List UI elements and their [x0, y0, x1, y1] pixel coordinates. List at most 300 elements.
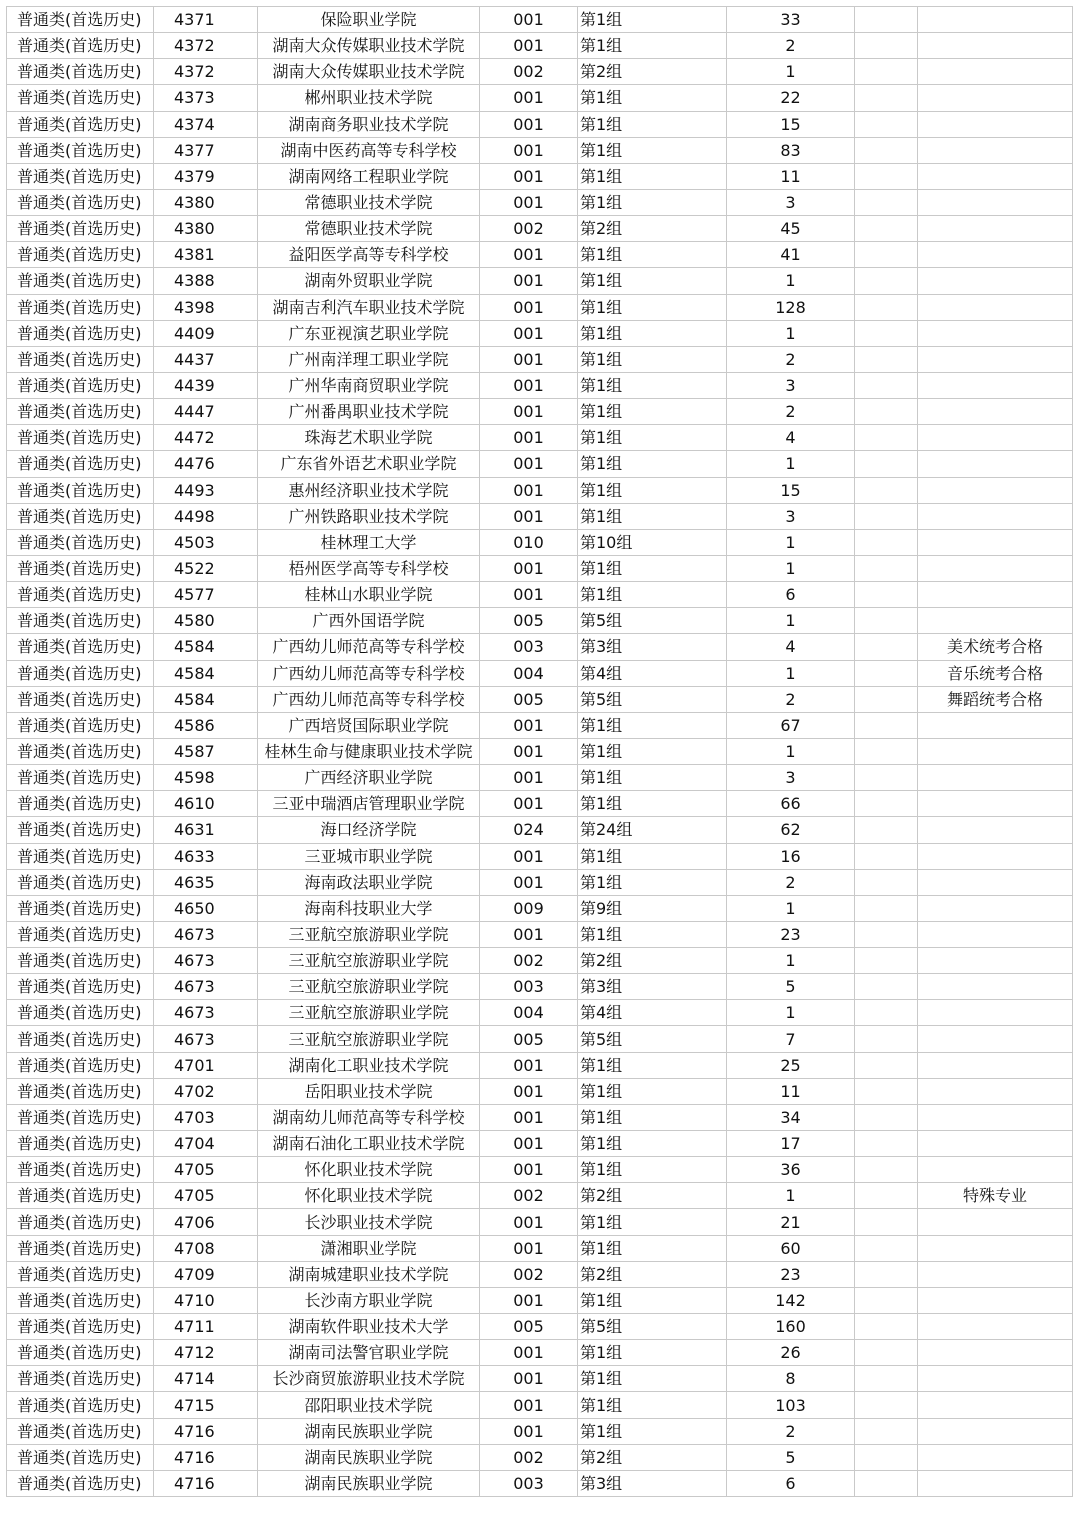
school-name-cell: 广西幼儿师范高等专科学校: [258, 686, 480, 712]
group-code-cell: 001: [480, 189, 578, 215]
school-name-cell: 桂林山水职业学院: [258, 582, 480, 608]
school-code-cell: 4711: [154, 1314, 258, 1340]
group-code-cell: 024: [480, 817, 578, 843]
remark-cell: [918, 1470, 1073, 1496]
school-name-cell: 广西幼儿师范高等专科学校: [258, 660, 480, 686]
remark-cell: [918, 372, 1073, 398]
category-cell: 普通类(首选历史): [7, 1444, 154, 1470]
category-cell: 普通类(首选历史): [7, 7, 154, 33]
empty-cell: [855, 33, 918, 59]
school-code-cell: 4705: [154, 1157, 258, 1183]
table-row: [7, 1392, 1073, 1418]
group-name-cell: 第1组: [578, 843, 727, 869]
category-cell: 普通类(首选历史): [7, 451, 154, 477]
group-name-cell: 第5组: [578, 686, 727, 712]
school-name-cell: 广州华南商贸职业学院: [258, 372, 480, 398]
plan-count-cell: 3: [727, 189, 855, 215]
school-code-cell: 4580: [154, 608, 258, 634]
category-cell: 普通类(首选历史): [7, 399, 154, 425]
empty-cell: [855, 843, 918, 869]
plan-count-cell: 60: [727, 1235, 855, 1261]
school-name-cell: 广东省外语艺术职业学院: [258, 451, 480, 477]
plan-count-cell: 11: [727, 163, 855, 189]
plan-count-cell: 15: [727, 477, 855, 503]
plan-count-cell: 41: [727, 242, 855, 268]
group-code-cell: 001: [480, 294, 578, 320]
group-code-cell: 001: [480, 555, 578, 581]
empty-cell: [855, 974, 918, 1000]
school-code-cell: 4584: [154, 634, 258, 660]
table-row: [7, 1000, 1073, 1026]
group-code-cell: 002: [480, 59, 578, 85]
school-code-cell: 4439: [154, 372, 258, 398]
empty-cell: [855, 1392, 918, 1418]
group-name-cell: 第1组: [578, 869, 727, 895]
group-name-cell: 第1组: [578, 137, 727, 163]
plan-count-cell: 62: [727, 817, 855, 843]
table-row: [7, 451, 1073, 477]
group-name-cell: 第1组: [578, 712, 727, 738]
empty-cell: [855, 503, 918, 529]
plan-count-cell: 1: [727, 1183, 855, 1209]
school-code-cell: 4706: [154, 1209, 258, 1235]
table-row: [7, 425, 1073, 451]
table-row: [7, 294, 1073, 320]
group-name-cell: 第1组: [578, 1340, 727, 1366]
remark-cell: [918, 1392, 1073, 1418]
school-code-cell: 4716: [154, 1470, 258, 1496]
category-cell: 普通类(首选历史): [7, 477, 154, 503]
empty-cell: [855, 1366, 918, 1392]
empty-cell: [855, 1078, 918, 1104]
school-name-cell: 广州铁路职业技术学院: [258, 503, 480, 529]
admission-plan-sheet: [6, 6, 1072, 1497]
empty-cell: [855, 948, 918, 974]
table-row: [7, 163, 1073, 189]
school-code-cell: 4380: [154, 189, 258, 215]
school-name-cell: 湖南石油化工职业技术学院: [258, 1131, 480, 1157]
remark-cell: [918, 582, 1073, 608]
plan-count-cell: 1: [727, 948, 855, 974]
table-row: [7, 608, 1073, 634]
group-name-cell: 第4组: [578, 1000, 727, 1026]
category-cell: 普通类(首选历史): [7, 1366, 154, 1392]
school-code-cell: 4704: [154, 1131, 258, 1157]
school-name-cell: 邵阳职业技术学院: [258, 1392, 480, 1418]
group-code-cell: 001: [480, 1052, 578, 1078]
school-code-cell: 4673: [154, 1000, 258, 1026]
table-row: [7, 1078, 1073, 1104]
group-code-cell: 001: [480, 1235, 578, 1261]
table-row: [7, 372, 1073, 398]
empty-cell: [855, 1287, 918, 1313]
remark-cell: [918, 1000, 1073, 1026]
category-cell: 普通类(首选历史): [7, 189, 154, 215]
remark-cell: [918, 765, 1073, 791]
table-row: [7, 1340, 1073, 1366]
empty-cell: [855, 817, 918, 843]
school-name-cell: 湖南城建职业技术学院: [258, 1261, 480, 1287]
school-name-cell: 湖南软件职业技术大学: [258, 1314, 480, 1340]
group-name-cell: 第1组: [578, 1287, 727, 1313]
remark-cell: [918, 85, 1073, 111]
table-row: [7, 1287, 1073, 1313]
plan-count-cell: 17: [727, 1131, 855, 1157]
empty-cell: [855, 529, 918, 555]
remark-cell: [918, 1261, 1073, 1287]
plan-count-cell: 2: [727, 33, 855, 59]
plan-count-cell: 21: [727, 1209, 855, 1235]
school-code-cell: 4716: [154, 1418, 258, 1444]
table-row: [7, 7, 1073, 33]
school-code-cell: 4702: [154, 1078, 258, 1104]
group-code-cell: 001: [480, 320, 578, 346]
remark-cell: [918, 1052, 1073, 1078]
group-code-cell: 001: [480, 1366, 578, 1392]
table-row: [7, 1157, 1073, 1183]
empty-cell: [855, 1104, 918, 1130]
category-cell: 普通类(首选历史): [7, 503, 154, 529]
group-name-cell: 第4组: [578, 660, 727, 686]
plan-count-cell: 128: [727, 294, 855, 320]
plan-count-cell: 15: [727, 111, 855, 137]
school-name-cell: 三亚航空旅游职业学院: [258, 974, 480, 1000]
remark-cell: [918, 137, 1073, 163]
school-code-cell: 4673: [154, 1026, 258, 1052]
school-name-cell: 海南政法职业学院: [258, 869, 480, 895]
empty-cell: [855, 477, 918, 503]
table-row: [7, 712, 1073, 738]
table-row: [7, 948, 1073, 974]
group-name-cell: 第1组: [578, 451, 727, 477]
group-name-cell: 第1组: [578, 477, 727, 503]
group-name-cell: 第1组: [578, 1104, 727, 1130]
empty-cell: [855, 59, 918, 85]
table-row: [7, 1183, 1073, 1209]
group-code-cell: 001: [480, 1287, 578, 1313]
table-row: [7, 33, 1073, 59]
table-row: [7, 1314, 1073, 1340]
group-name-cell: 第1组: [578, 425, 727, 451]
empty-cell: [855, 1235, 918, 1261]
plan-count-cell: 66: [727, 791, 855, 817]
group-name-cell: 第1组: [578, 1078, 727, 1104]
table-row: [7, 634, 1073, 660]
school-code-cell: 4409: [154, 320, 258, 346]
group-name-cell: 第10组: [578, 529, 727, 555]
group-code-cell: 001: [480, 738, 578, 764]
category-cell: 普通类(首选历史): [7, 948, 154, 974]
group-name-cell: 第1组: [578, 189, 727, 215]
school-code-cell: 4715: [154, 1392, 258, 1418]
group-name-cell: 第2组: [578, 1444, 727, 1470]
category-cell: 普通类(首选历史): [7, 1157, 154, 1183]
category-cell: 普通类(首选历史): [7, 817, 154, 843]
empty-cell: [855, 1052, 918, 1078]
group-name-cell: 第1组: [578, 320, 727, 346]
category-cell: 普通类(首选历史): [7, 765, 154, 791]
category-cell: 普通类(首选历史): [7, 216, 154, 242]
group-code-cell: 002: [480, 1183, 578, 1209]
group-code-cell: 003: [480, 974, 578, 1000]
category-cell: 普通类(首选历史): [7, 33, 154, 59]
group-code-cell: 001: [480, 425, 578, 451]
school-code-cell: 4379: [154, 163, 258, 189]
plan-count-cell: 1: [727, 608, 855, 634]
category-cell: 普通类(首选历史): [7, 1470, 154, 1496]
school-name-cell: 广州南洋理工职业学院: [258, 346, 480, 372]
empty-cell: [855, 268, 918, 294]
category-cell: 普通类(首选历史): [7, 1052, 154, 1078]
school-name-cell: 珠海艺术职业学院: [258, 425, 480, 451]
table-row: [7, 1209, 1073, 1235]
table-row: [7, 895, 1073, 921]
group-code-cell: 003: [480, 634, 578, 660]
category-cell: 普通类(首选历史): [7, 1078, 154, 1104]
empty-cell: [855, 1209, 918, 1235]
table-row: [7, 111, 1073, 137]
empty-cell: [855, 921, 918, 947]
remark-cell: [918, 163, 1073, 189]
school-name-cell: 湖南幼儿师范高等专科学校: [258, 1104, 480, 1130]
empty-cell: [855, 686, 918, 712]
table-row: [7, 817, 1073, 843]
category-cell: 普通类(首选历史): [7, 1000, 154, 1026]
category-cell: 普通类(首选历史): [7, 712, 154, 738]
table-row: [7, 137, 1073, 163]
table-row: [7, 1444, 1073, 1470]
remark-cell: [918, 1104, 1073, 1130]
empty-cell: [855, 895, 918, 921]
remark-cell: 特殊专业: [918, 1183, 1073, 1209]
group-name-cell: 第1组: [578, 163, 727, 189]
empty-cell: [855, 346, 918, 372]
category-cell: 普通类(首选历史): [7, 1235, 154, 1261]
category-cell: 普通类(首选历史): [7, 163, 154, 189]
plan-count-cell: 8: [727, 1366, 855, 1392]
category-cell: 普通类(首选历史): [7, 1287, 154, 1313]
school-name-cell: 潇湘职业学院: [258, 1235, 480, 1261]
plan-count-cell: 1: [727, 1000, 855, 1026]
school-name-cell: 湖南中医药高等专科学校: [258, 137, 480, 163]
category-cell: 普通类(首选历史): [7, 1261, 154, 1287]
school-name-cell: 益阳医学高等专科学校: [258, 242, 480, 268]
plan-count-cell: 160: [727, 1314, 855, 1340]
group-name-cell: 第1组: [578, 555, 727, 581]
school-name-cell: 怀化职业技术学院: [258, 1157, 480, 1183]
empty-cell: [855, 582, 918, 608]
empty-cell: [855, 1340, 918, 1366]
empty-cell: [855, 137, 918, 163]
group-name-cell: 第3组: [578, 974, 727, 1000]
category-cell: 普通类(首选历史): [7, 111, 154, 137]
school-code-cell: 4586: [154, 712, 258, 738]
category-cell: 普通类(首选历史): [7, 346, 154, 372]
group-name-cell: 第2组: [578, 59, 727, 85]
remark-cell: [918, 1366, 1073, 1392]
empty-cell: [855, 7, 918, 33]
empty-cell: [855, 189, 918, 215]
group-code-cell: 001: [480, 1131, 578, 1157]
remark-cell: [918, 477, 1073, 503]
plan-count-cell: 3: [727, 372, 855, 398]
empty-cell: [855, 1470, 918, 1496]
remark-cell: [918, 1026, 1073, 1052]
table-body: [7, 7, 1073, 1497]
school-name-cell: 三亚城市职业学院: [258, 843, 480, 869]
empty-cell: [855, 1157, 918, 1183]
remark-cell: [918, 1444, 1073, 1470]
group-code-cell: 001: [480, 1104, 578, 1130]
plan-count-cell: 6: [727, 1470, 855, 1496]
category-cell: 普通类(首选历史): [7, 634, 154, 660]
school-code-cell: 4371: [154, 7, 258, 33]
category-cell: 普通类(首选历史): [7, 1131, 154, 1157]
group-name-cell: 第2组: [578, 1183, 727, 1209]
school-name-cell: 海南科技职业大学: [258, 895, 480, 921]
school-name-cell: 广西外国语学院: [258, 608, 480, 634]
remark-cell: [918, 791, 1073, 817]
category-cell: 普通类(首选历史): [7, 59, 154, 85]
school-name-cell: 梧州医学高等专科学校: [258, 555, 480, 581]
school-code-cell: 4447: [154, 399, 258, 425]
group-code-cell: 001: [480, 137, 578, 163]
school-code-cell: 4377: [154, 137, 258, 163]
table-row: [7, 59, 1073, 85]
school-name-cell: 湖南外贸职业学院: [258, 268, 480, 294]
empty-cell: [855, 320, 918, 346]
category-cell: 普通类(首选历史): [7, 1418, 154, 1444]
school-code-cell: 4584: [154, 686, 258, 712]
school-name-cell: 惠州经济职业技术学院: [258, 477, 480, 503]
school-name-cell: 保险职业学院: [258, 7, 480, 33]
remark-cell: [918, 555, 1073, 581]
plan-count-cell: 5: [727, 1444, 855, 1470]
empty-cell: [855, 1000, 918, 1026]
remark-cell: [918, 503, 1073, 529]
remark-cell: [918, 294, 1073, 320]
group-code-cell: 001: [480, 242, 578, 268]
empty-cell: [855, 85, 918, 111]
school-code-cell: 4472: [154, 425, 258, 451]
admission-plan-table: [6, 6, 1073, 1497]
school-code-cell: 4705: [154, 1183, 258, 1209]
school-code-cell: 4372: [154, 59, 258, 85]
table-row: [7, 974, 1073, 1000]
remark-cell: [918, 320, 1073, 346]
table-row: [7, 189, 1073, 215]
school-code-cell: 4708: [154, 1235, 258, 1261]
school-name-cell: 湖南商务职业技术学院: [258, 111, 480, 137]
school-name-cell: 湖南民族职业学院: [258, 1444, 480, 1470]
group-code-cell: 005: [480, 1026, 578, 1052]
empty-cell: [855, 660, 918, 686]
group-name-cell: 第1组: [578, 294, 727, 320]
table-row: [7, 399, 1073, 425]
group-name-cell: 第2组: [578, 948, 727, 974]
group-name-cell: 第1组: [578, 1418, 727, 1444]
table-row: [7, 869, 1073, 895]
category-cell: 普通类(首选历史): [7, 1209, 154, 1235]
group-name-cell: 第1组: [578, 7, 727, 33]
group-code-cell: 001: [480, 399, 578, 425]
school-code-cell: 4709: [154, 1261, 258, 1287]
group-name-cell: 第1组: [578, 372, 727, 398]
empty-cell: [855, 1026, 918, 1052]
table-row: [7, 268, 1073, 294]
remark-cell: [918, 529, 1073, 555]
plan-count-cell: 11: [727, 1078, 855, 1104]
group-name-cell: 第1组: [578, 1209, 727, 1235]
remark-cell: [918, 608, 1073, 634]
empty-cell: [855, 1418, 918, 1444]
table-row: [7, 85, 1073, 111]
group-name-cell: 第1组: [578, 85, 727, 111]
group-code-cell: 001: [480, 1078, 578, 1104]
school-code-cell: 4498: [154, 503, 258, 529]
school-name-cell: 长沙职业技术学院: [258, 1209, 480, 1235]
school-name-cell: 广州番禺职业技术学院: [258, 399, 480, 425]
school-code-cell: 4380: [154, 216, 258, 242]
table-row: [7, 503, 1073, 529]
school-name-cell: 湖南民族职业学院: [258, 1418, 480, 1444]
plan-count-cell: 1: [727, 320, 855, 346]
school-name-cell: 桂林理工大学: [258, 529, 480, 555]
group-code-cell: 002: [480, 948, 578, 974]
school-name-cell: 广西幼儿师范高等专科学校: [258, 634, 480, 660]
group-code-cell: 001: [480, 346, 578, 372]
school-name-cell: 长沙南方职业学院: [258, 1287, 480, 1313]
group-name-cell: 第1组: [578, 503, 727, 529]
school-name-cell: 怀化职业技术学院: [258, 1183, 480, 1209]
category-cell: 普通类(首选历史): [7, 843, 154, 869]
remark-cell: [918, 895, 1073, 921]
table-row: [7, 1470, 1073, 1496]
empty-cell: [855, 1183, 918, 1209]
plan-count-cell: 83: [727, 137, 855, 163]
plan-count-cell: 103: [727, 1392, 855, 1418]
empty-cell: [855, 425, 918, 451]
table-row: [7, 1418, 1073, 1444]
group-code-cell: 004: [480, 660, 578, 686]
group-code-cell: 001: [480, 1392, 578, 1418]
group-code-cell: 001: [480, 843, 578, 869]
empty-cell: [855, 216, 918, 242]
group-name-cell: 第1组: [578, 1052, 727, 1078]
remark-cell: [918, 1235, 1073, 1261]
remark-cell: [918, 843, 1073, 869]
group-code-cell: 001: [480, 163, 578, 189]
group-code-cell: 001: [480, 1340, 578, 1366]
remark-cell: 音乐统考合格: [918, 660, 1073, 686]
category-cell: 普通类(首选历史): [7, 85, 154, 111]
empty-cell: [855, 294, 918, 320]
table-row: [7, 529, 1073, 555]
empty-cell: [855, 1261, 918, 1287]
school-name-cell: 三亚航空旅游职业学院: [258, 948, 480, 974]
plan-count-cell: 5: [727, 974, 855, 1000]
school-code-cell: 4381: [154, 242, 258, 268]
school-code-cell: 4673: [154, 948, 258, 974]
school-name-cell: 海口经济学院: [258, 817, 480, 843]
group-name-cell: 第1组: [578, 346, 727, 372]
group-code-cell: 005: [480, 608, 578, 634]
school-name-cell: 长沙商贸旅游职业技术学院: [258, 1366, 480, 1392]
school-code-cell: 4587: [154, 738, 258, 764]
school-name-cell: 湖南网络工程职业学院: [258, 163, 480, 189]
plan-count-cell: 36: [727, 1157, 855, 1183]
remark-cell: [918, 399, 1073, 425]
